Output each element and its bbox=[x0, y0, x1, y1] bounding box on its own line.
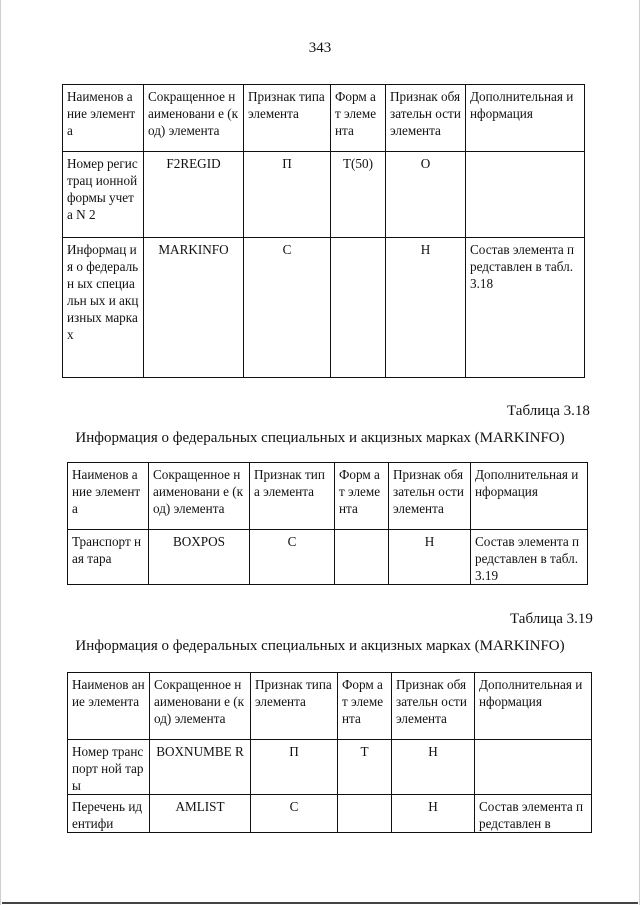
col-header-format: Форм ат элеме нта bbox=[338, 673, 392, 740]
col-header-info: Дополнительная информация bbox=[475, 673, 592, 740]
col-header-required: Признак обязательн ости элемента bbox=[392, 673, 475, 740]
cell-code: BOXPOS bbox=[149, 530, 250, 585]
table-title: Информация о федеральных специальных и акцизных марках (MARKINFO) bbox=[75, 638, 565, 654]
cell-required: Н bbox=[392, 795, 475, 833]
col-header-name: Наименов ание элемента bbox=[68, 463, 149, 530]
table-header-row bbox=[68, 673, 592, 740]
cell-name: Номер регистрац ионной формы учета N 2 bbox=[63, 152, 144, 238]
page-number: 343 bbox=[308, 40, 332, 56]
col-header-format: Форм ат элеме нта bbox=[335, 463, 389, 530]
table-label: Таблица 3.18 bbox=[507, 403, 590, 419]
table-header-row bbox=[63, 85, 585, 152]
cell-code: AMLIST bbox=[150, 795, 251, 833]
table-row bbox=[68, 795, 592, 833]
col-header-code: Сокращенное наименовани е (код) элемента bbox=[144, 85, 244, 152]
cell-info: Состав элемента представлен в bbox=[475, 795, 592, 833]
page-bottom-border bbox=[2, 902, 638, 904]
cell-format: T bbox=[338, 740, 392, 795]
cell-required: Н bbox=[392, 740, 475, 795]
cell-info: Состав элемента представлен в табл. 3.19 bbox=[471, 530, 588, 585]
cell-type: П bbox=[244, 152, 331, 238]
cell-code: MARKINFO bbox=[144, 238, 244, 378]
col-header-code: Сокращенное наименовани е (код) элемента bbox=[149, 463, 250, 530]
cell-name: Информац ия о федеральн ых специальн ых и акцизных марках bbox=[63, 238, 144, 378]
cell-required: Н bbox=[389, 530, 471, 585]
table-row bbox=[68, 740, 592, 795]
cell-required: О bbox=[386, 152, 466, 238]
cell-info: Состав элемента представлен в табл. 3.18 bbox=[466, 238, 585, 378]
cell-name: Транспорт ная тара bbox=[68, 530, 149, 585]
col-header-name: Наименов ание элемента bbox=[68, 673, 150, 740]
cell-info bbox=[466, 152, 585, 238]
col-header-type: Признак типа элемента bbox=[244, 85, 331, 152]
cell-format bbox=[338, 795, 392, 833]
cell-type: П bbox=[251, 740, 338, 795]
table-row bbox=[63, 238, 585, 378]
cell-name: Номер транспорт ной тары bbox=[68, 740, 150, 795]
cell-format: T(50) bbox=[331, 152, 386, 238]
col-header-info: Дополнительная информация bbox=[466, 85, 585, 152]
table-header-row bbox=[68, 463, 588, 530]
col-header-type: Признак типа элемента bbox=[251, 673, 338, 740]
col-header-info: Дополнительная информация bbox=[471, 463, 588, 530]
table-row bbox=[63, 152, 585, 238]
cell-code: F2REGID bbox=[144, 152, 244, 238]
table-continued bbox=[62, 84, 585, 378]
cell-type: С bbox=[250, 530, 335, 585]
col-header-type: Признак типа элемента bbox=[250, 463, 335, 530]
cell-info bbox=[475, 740, 592, 795]
table-3-19 bbox=[67, 672, 592, 833]
cell-type: С bbox=[251, 795, 338, 833]
table-title: Информация о федеральных специальных и акцизных марках (MARKINFO) bbox=[75, 430, 565, 446]
col-header-name: Наименов ание элемента bbox=[63, 85, 144, 152]
table-3-18 bbox=[67, 462, 588, 585]
col-header-required: Признак обязательн ости элемента bbox=[389, 463, 471, 530]
table-row bbox=[68, 530, 588, 585]
cell-format bbox=[331, 238, 386, 378]
page-left-edge bbox=[0, 0, 1, 905]
col-header-required: Признак обязательн ости элемента bbox=[386, 85, 466, 152]
cell-name: Перечень идентифи bbox=[68, 795, 150, 833]
cell-format bbox=[335, 530, 389, 585]
col-header-code: Сокращенное наименовани е (код) элемента bbox=[150, 673, 251, 740]
cell-required: Н bbox=[386, 238, 466, 378]
col-header-format: Форм ат элеме нта bbox=[331, 85, 386, 152]
cell-type: С bbox=[244, 238, 331, 378]
cell-code: BOXNUMBE R bbox=[150, 740, 251, 795]
table-label: Таблица 3.19 bbox=[510, 611, 593, 627]
